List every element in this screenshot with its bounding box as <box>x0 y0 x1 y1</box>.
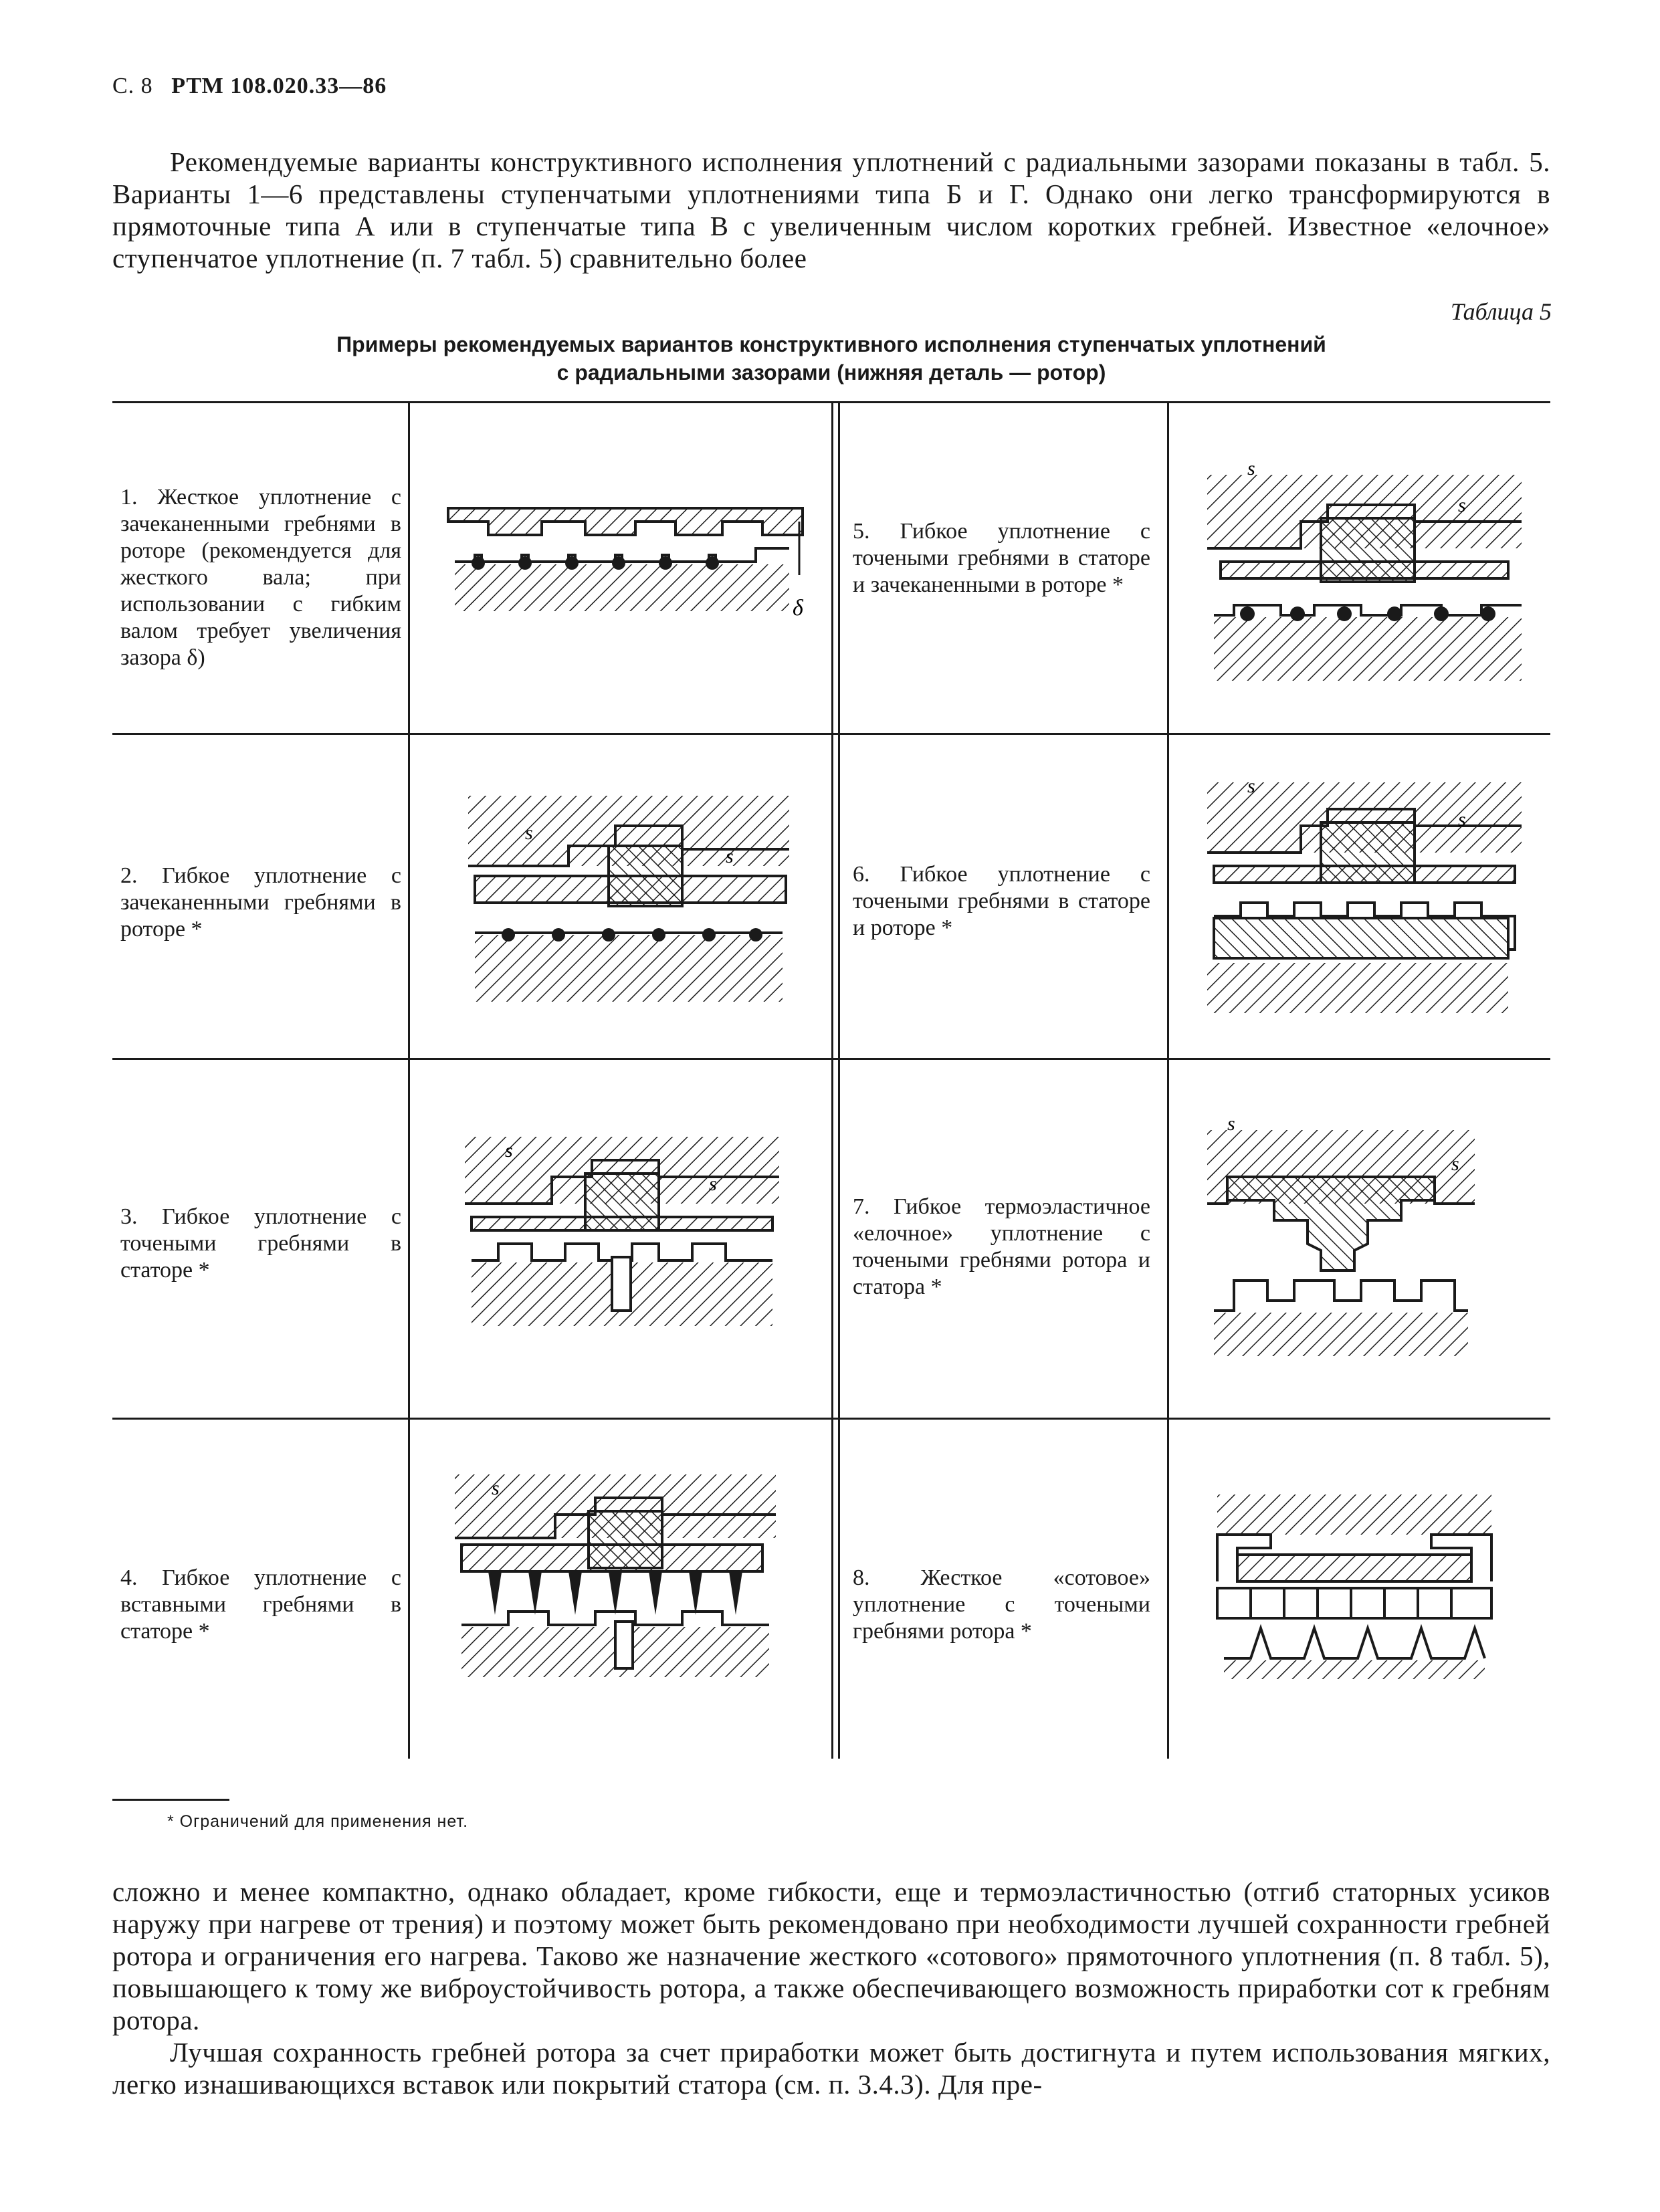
row-rule-3 <box>112 1418 1550 1420</box>
figure-6-clearance-label-b: s <box>1458 808 1466 831</box>
figure-5-seal-drawing <box>1201 455 1535 695</box>
table-number: Таблица 5 <box>1450 298 1552 325</box>
figure-4-seal-drawing <box>441 1461 796 1682</box>
page-number: С. 8 <box>112 74 153 98</box>
item-3-description: 3. Гибкое уплотнение с точеными гребнями в статоре * <box>120 1204 401 1283</box>
figure-1-seal-drawing <box>441 481 816 629</box>
figure-3-clearance-label-a: s <box>505 1139 513 1162</box>
figure-3-seal-drawing <box>458 1123 793 1331</box>
figure-2-clearance-label-a: s <box>525 822 533 844</box>
figure-8-seal-drawing <box>1211 1488 1505 1682</box>
table-divider-right <box>1167 401 1169 1759</box>
table-title <box>112 330 1550 386</box>
figure-7-seal-drawing <box>1201 1110 1501 1364</box>
figure-2-clearance-label-b: s <box>726 845 734 867</box>
page-header <box>112 74 387 99</box>
footnote: * Ограничений для применения нет. <box>167 1812 469 1831</box>
continuation-paragraph: сложно и менее компактно, однако обладает, кроме гибкости, еще и термоэластичностью (отгиб статорных усиков наружу при нагреве от трения) и поэтому может быть рекомендовано при необходимости лучшей сохранности гребней ротора и ограничения его нагрева. Таково же назначение жесткого «сотового» прямоточного уплотнения (п. 8 табл. 5), повышающего к тому же виброустойчивость ротора, а также обеспечивающего возможность приработки сот к гребням ротора. <box>112 1876 1550 2035</box>
item-8-description: 8. Жесткое «сотовое» уплотнение с точеными гребнями ротора * <box>853 1565 1150 1644</box>
item-1-description: 1. Жесткое уплотнение с зачеканенными гребнями в роторе (рекомендуется для жесткого вала; при использовании с гибким валом требует увеличения зазора δ) <box>120 485 401 670</box>
footnote-separator <box>112 1799 229 1801</box>
figure-6-clearance-label-a: s <box>1247 775 1255 797</box>
item-6-description: 6. Гибкое уплотнение с точеными гребнями в статоре и роторе * <box>853 862 1150 940</box>
document-code: РТМ 108.020.33—86 <box>171 74 387 98</box>
table-title-line-2: с радиальными зазорами (нижняя деталь — ротор) <box>556 360 1106 384</box>
figure-5-clearance-label-a: s <box>1247 457 1255 479</box>
figure-5-clearance-label-b: s <box>1458 494 1466 516</box>
figure-1-gap-label: δ <box>793 596 803 621</box>
table-divider-center-b <box>838 401 840 1759</box>
item-5-description: 5. Гибкое уплотнение с точеными гребнями в статоре и зачеканенными в роторе * <box>853 519 1150 597</box>
row-rule-1 <box>112 733 1550 735</box>
table-divider-left <box>408 401 410 1759</box>
table-title-line-1: Примеры рекомендуемых вариантов конструктивного исполнения ступенчатых уплотнений <box>336 332 1326 356</box>
item-4-description: 4. Гибкое уплотнение с вставными гребнями в статоре * <box>120 1565 401 1644</box>
intro-paragraph: Рекомендуемые варианты конструктивного исполнения уплотнений с радиальными зазорами показаны в табл. 5. Варианты 1—6 представлены ступенчатыми уплотнениями типа Б и Г. Однако они легко трансформируются в прямоточные типа А или в ступенчатые типа В с увеличенным числом коротких гребней. Известное «елочное» ступенчатое уплотнение (п. 7 табл. 5) сравнительно более <box>112 146 1550 273</box>
figure-4-clearance-label: s <box>492 1477 500 1499</box>
figure-2-seal-drawing <box>461 789 816 1010</box>
row-rule-2 <box>112 1058 1550 1060</box>
item-7-description: 7. Гибкое термоэластичное «елочное» уплотнение с точеными гребнями ротора и статора * <box>853 1194 1150 1299</box>
last-paragraph: Лучшая сохранность гребней ротора за счет приработки может быть достигнута и путем использования мягких, легко изнашивающихся вставок или покрытий статора (см. п. 3.4.3). Для пре- <box>112 2037 1550 2100</box>
figure-6-seal-drawing <box>1201 769 1535 1023</box>
figure-3-clearance-label-b: s <box>709 1173 717 1195</box>
figure-7-clearance-label-a: s <box>1227 1113 1235 1135</box>
item-2-description: 2. Гибкое уплотнение с зачеканенными гребнями в роторе * <box>120 863 401 942</box>
table-divider-center-a <box>831 401 833 1759</box>
figure-7-clearance-label-b: s <box>1451 1153 1459 1175</box>
